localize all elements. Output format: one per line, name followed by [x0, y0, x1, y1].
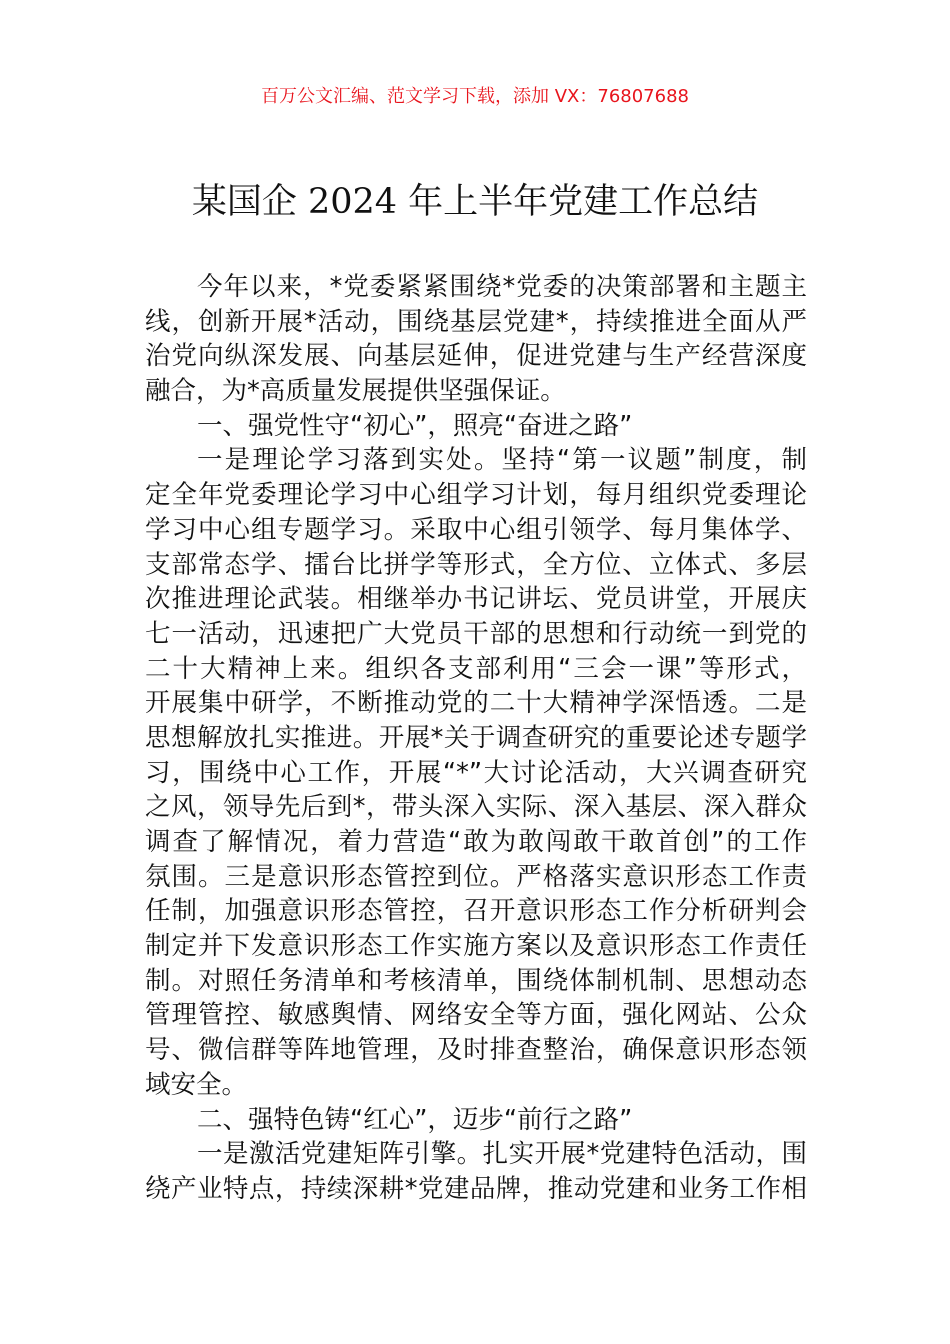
text-line: 治党向纵深发展、向基层延伸，促进党建与生产经营深度: [145, 341, 807, 372]
text-line: 一是激活党建矩阵引擎。扎实开展*党建特色活动，围: [197, 1139, 807, 1170]
document-title: 某国企 2024 年上半年党建工作总结: [191, 182, 759, 222]
text-line: 一、强党性守“初心”，照亮“奋进之路”: [197, 410, 633, 441]
paragraph: [145, 443, 807, 1102]
text-line: 次推进理论武装。相继举办书记讲坛、党员讲堂，开展庆: [145, 584, 807, 615]
document-body: [145, 270, 807, 1207]
download-notice-header: 百万公文汇编、范文学习下载，添加 VX：76807688: [261, 86, 689, 107]
text-line: 域安全。: [145, 1069, 248, 1100]
text-line: 氛围。三是意识形态管控到位。严格落实意识形态工作责: [145, 861, 807, 892]
paragraph: [145, 270, 807, 409]
text-line: 任制，加强意识形态管控，召开意识形态工作分析研判会: [145, 896, 807, 927]
text-line: 之风，领导先后到*，带头深入实际、深入基层、深入群众: [145, 792, 807, 823]
text-line: 二、强特色铸“红心”，迈步“前行之路”: [197, 1104, 633, 1135]
text-line: 线，创新开展*活动，围绕基层党建*，持续推进全面从严: [145, 306, 807, 337]
text-line: 定全年党委理论学习中心组学习计划，每月组织党委理论: [145, 480, 807, 511]
text-line: 管理管控、敏感舆情、网络安全等方面，强化网站、公众: [145, 1000, 807, 1031]
text-line: 制。对照任务清单和考核清单，围绕体制机制、思想动态: [145, 965, 807, 996]
text-line: 今年以来，*党委紧紧围绕*党委的决策部署和主题主: [197, 272, 807, 302]
text-line: 思想解放扎实推进。开展*关于调查研究的重要论述专题学: [145, 722, 807, 753]
text-line: 习，围绕中心工作，开展“*”大讨论活动，大兴调查研究: [145, 757, 807, 788]
paragraph: [145, 1103, 807, 1138]
text-line: 支部常态学、擂台比拼学等形式，全方位、立体式、多层: [145, 549, 807, 580]
text-line: 调查了解情况，着力营造“敢为敢闯敢干敢首创”的工作: [145, 827, 807, 857]
text-line: 开展集中研学，不断推动党的二十大精神学深悟透。二是: [145, 688, 807, 719]
text-line: 制定并下发意识形态工作实施方案以及意识形态工作责任: [145, 931, 807, 962]
text-line: 融合，为*高质量发展提供坚强保证。: [145, 376, 566, 407]
text-line: 一是理论学习落到实处。坚持“第一议题”制度，制: [197, 445, 807, 476]
text-line: 号、微信群等阵地管理，及时排查整治，确保意识形态领: [145, 1035, 807, 1066]
paragraph: [145, 409, 807, 444]
text-line: 七一活动，迅速把广大党员干部的思想和行动统一到党的: [145, 618, 807, 649]
paragraph: [145, 1137, 807, 1206]
text-line: 二十大精神上来。组织各支部利用“三会一课”等形式，: [145, 653, 807, 684]
text-line: 绕产业特点，持续深耕*党建品牌，推动党建和业务工作相: [145, 1173, 807, 1204]
text-line: 学习中心组专题学习。采取中心组引领学、每月集体学、: [145, 514, 807, 545]
